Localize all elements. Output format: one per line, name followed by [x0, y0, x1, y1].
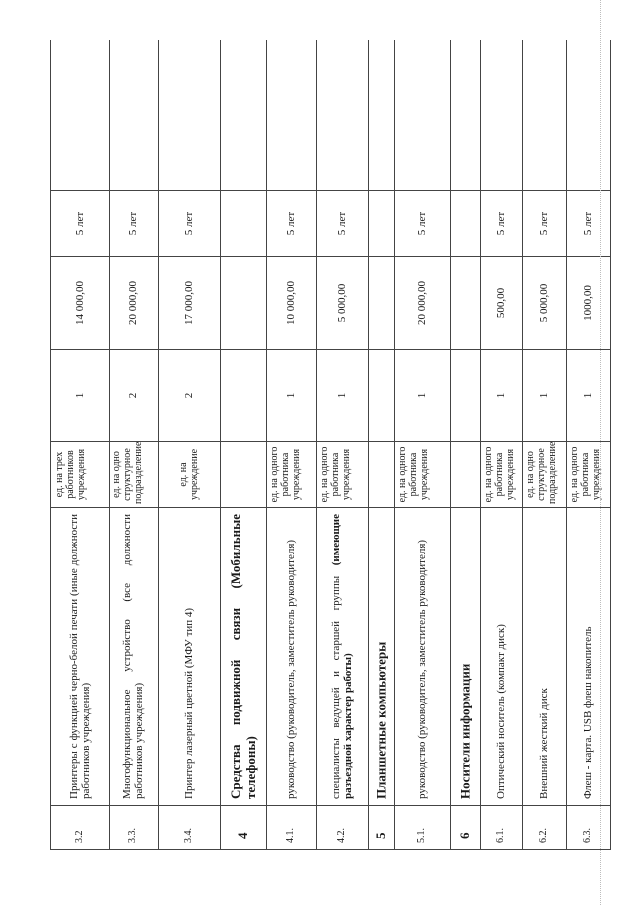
unit-norm: ед. на трех работников учреждения	[54, 448, 87, 501]
table-row	[266, 40, 317, 850]
service-term: 5 лет	[582, 211, 594, 236]
row-number: 3.3.	[127, 828, 138, 843]
item-name-bold: (имеющие разъездной характер работы)	[330, 514, 354, 799]
section-number: 6	[457, 832, 472, 839]
section-number: 4	[235, 832, 250, 839]
quantity: 2	[127, 392, 139, 399]
item-name-plain: специалисты ведущей и старшей группы	[330, 565, 342, 799]
price: 20 000,00	[127, 281, 139, 325]
item-name: Принтер лазерный цветной (МФУ тип 4)	[183, 607, 195, 799]
price: 14 000,00	[74, 281, 86, 325]
table-row	[566, 40, 611, 850]
table-row	[50, 40, 110, 850]
service-term: 5 лет	[127, 211, 139, 236]
service-term: 5 лет	[538, 211, 550, 236]
item-name: Принтеры с функцией черно-белой печати (иные должности работников учреждения)	[68, 514, 92, 799]
row-number: 6.2.	[538, 828, 549, 843]
section-title: Планшетные компьютеры	[373, 641, 389, 799]
price: 5 000,00	[336, 283, 348, 323]
unit-norm: ед. на одно структурное подразделение	[525, 442, 558, 504]
section-number: 5	[373, 832, 388, 839]
item-name: руководство (руководитель, заместитель руководителя)	[416, 539, 428, 799]
unit-norm: ед. на одно структурное подразделение	[111, 442, 144, 504]
service-term: 5 лет	[285, 211, 297, 236]
quantity: 1	[495, 392, 507, 399]
quantity: 1	[74, 392, 86, 399]
table-row	[394, 40, 451, 850]
item-name: Многофункциональное устройство (все должности работников учреждения)	[121, 514, 145, 799]
price: 5 000,00	[538, 283, 550, 323]
scan-edge-line	[600, 0, 601, 905]
unit-norm: ед. на одного работника учреждения	[483, 446, 516, 503]
section-row	[450, 40, 481, 850]
price: 500,00	[495, 287, 507, 319]
service-term: 5 лет	[183, 211, 195, 236]
item-name: Внешний жесткий диск	[538, 688, 550, 799]
item-name: Флеш - карта. USB флеш накопитель	[582, 626, 594, 799]
table-row	[108, 40, 159, 850]
quantity: 1	[416, 392, 428, 399]
row-number: 3.2	[74, 830, 85, 843]
quantity: 1	[285, 392, 297, 399]
quantity: 1	[582, 392, 594, 399]
item-name: руководство (руководитель, заместитель руководителя)	[285, 539, 297, 799]
section-row	[220, 40, 267, 850]
service-term: 5 лет	[74, 211, 86, 236]
section-title: Средства подвижной связи (Мобильные телефоны)	[228, 514, 258, 799]
quantity: 1	[336, 392, 348, 399]
row-number: 5.1.	[416, 828, 427, 843]
table-row	[316, 40, 369, 850]
row-number: 4.1.	[285, 828, 296, 843]
price: 20 000,00	[416, 281, 428, 325]
section-row	[368, 40, 395, 850]
row-number: 6.1.	[495, 828, 506, 843]
unit-norm: ед. на одного работника учреждения	[269, 446, 302, 503]
service-term: 5 лет	[336, 211, 348, 236]
rotated-table	[50, 40, 610, 850]
unit-norm: ед. на учреждение	[178, 448, 200, 501]
unit-norm: ед. на одного работника учреждения	[397, 446, 430, 503]
unit-norm: ед. на одного работника учреждения	[569, 446, 602, 503]
row-number: 4.2.	[336, 828, 347, 843]
table-row	[158, 40, 221, 850]
service-term: 5 лет	[495, 211, 507, 236]
item-name	[330, 514, 354, 799]
quantity: 1	[538, 392, 550, 399]
price: 17 000,00	[183, 281, 195, 325]
table-row	[480, 40, 523, 850]
row-number: 3.4.	[183, 828, 194, 843]
section-title: Носители информации	[457, 663, 473, 799]
table-row	[522, 40, 567, 850]
row-number: 6.3.	[582, 828, 593, 843]
price: 1000,00	[582, 285, 594, 321]
item-name: Оптический носитель (компакт диск)	[495, 624, 507, 799]
price: 10 000,00	[285, 281, 297, 325]
service-term: 5 лет	[416, 211, 428, 236]
quantity: 2	[183, 392, 195, 399]
unit-norm: ед. на одного работника учреждения	[319, 446, 352, 503]
